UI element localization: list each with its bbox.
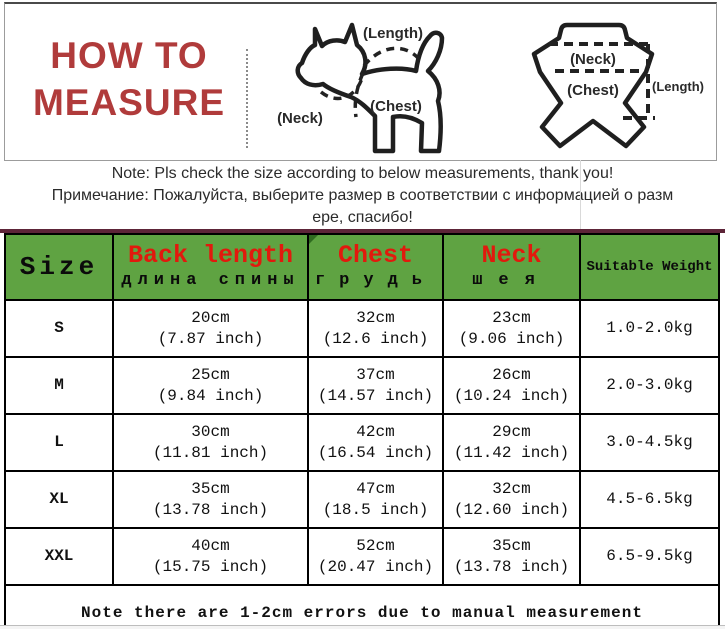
chest-cm: 37cm bbox=[356, 365, 395, 384]
neck-header-en: Neck bbox=[481, 241, 542, 270]
chest-inch: (12.6 inch) bbox=[322, 329, 429, 348]
size-table bbox=[4, 233, 720, 629]
chest-value bbox=[308, 300, 443, 357]
measure-guide-box bbox=[4, 2, 717, 161]
chest-inch: (16.54 inch) bbox=[317, 443, 434, 462]
neck-cm: 26cm bbox=[492, 365, 531, 384]
col-header-chest bbox=[308, 234, 443, 300]
chest-value bbox=[308, 357, 443, 414]
neck-value bbox=[443, 414, 580, 471]
chest-cm: 52cm bbox=[356, 536, 395, 555]
table-row-s bbox=[5, 300, 719, 357]
dotted-divider bbox=[246, 49, 248, 148]
chest-cm: 42cm bbox=[356, 422, 395, 441]
neck-value bbox=[443, 357, 580, 414]
neck-inch: (10.24 inch) bbox=[453, 386, 570, 405]
back-inch: (9.84 inch) bbox=[157, 386, 264, 405]
dog-chest-label: (Chest) bbox=[370, 98, 422, 115]
back-length-value bbox=[113, 357, 308, 414]
neck-value bbox=[443, 300, 580, 357]
neck-value bbox=[443, 471, 580, 528]
neck-inch: (9.06 inch) bbox=[458, 329, 565, 348]
neck-cm: 35cm bbox=[492, 536, 531, 555]
title-line-1: HOW TO bbox=[50, 35, 208, 76]
neck-header-ru: шея bbox=[472, 271, 551, 290]
size-table-header-row bbox=[5, 234, 719, 300]
back-cm: 30cm bbox=[191, 422, 230, 441]
back-inch: (15.75 inch) bbox=[152, 557, 269, 576]
size-notice bbox=[0, 163, 725, 229]
back-length-value bbox=[113, 528, 308, 585]
table-footer-row bbox=[5, 585, 719, 629]
back-length-header-en: Back length bbox=[127, 241, 294, 270]
chest-inch: (20.47 inch) bbox=[317, 557, 434, 576]
size-value: XL bbox=[5, 471, 113, 528]
size-value: M bbox=[5, 357, 113, 414]
col-header-back-length bbox=[113, 234, 308, 300]
measurement-error-note: Note there are 1-2cm errors due to manual measurement bbox=[5, 585, 719, 629]
chest-cm: 47cm bbox=[356, 479, 395, 498]
dog-neck-label: (Neck) bbox=[277, 110, 323, 127]
chest-header-ru: грудь bbox=[314, 271, 436, 290]
back-length-value bbox=[113, 414, 308, 471]
table-row-xxl bbox=[5, 528, 719, 585]
col-header-suitable-weight bbox=[580, 234, 719, 300]
dog-length-label: (Length) bbox=[363, 25, 423, 42]
notice-line-en: Note: Pls check the size according to below measurements, thank you! bbox=[111, 165, 614, 182]
neck-cm: 32cm bbox=[492, 479, 531, 498]
neck-inch: (12.60 inch) bbox=[453, 500, 570, 519]
neck-cm: 23cm bbox=[492, 308, 531, 327]
back-cm: 25cm bbox=[191, 365, 230, 384]
weight-value: 1.0-2.0kg bbox=[580, 300, 719, 357]
size-value: L bbox=[5, 414, 113, 471]
size-value: S bbox=[5, 300, 113, 357]
garment-measure-diagram bbox=[505, 5, 720, 161]
notice-line-ru-1: Примечание: Пожалуйста, выберите размер в соответствии с информацией о разм bbox=[51, 187, 674, 204]
chest-value bbox=[308, 528, 443, 585]
neck-inch: (11.42 inch) bbox=[453, 443, 570, 462]
weight-value: 4.5-6.5kg bbox=[580, 471, 719, 528]
notice-line-ru-2: ере, спасибо! bbox=[312, 209, 413, 226]
col-header-neck bbox=[443, 234, 580, 300]
weight-value: 3.0-4.5kg bbox=[580, 414, 719, 471]
weight-value: 2.0-3.0kg bbox=[580, 357, 719, 414]
back-length-value bbox=[113, 300, 308, 357]
size-value: XXL bbox=[5, 528, 113, 585]
neck-cm: 29cm bbox=[492, 422, 531, 441]
dog-length-measure-line bbox=[364, 48, 422, 66]
chest-value bbox=[308, 414, 443, 471]
weight-header-label: Suitable Weight bbox=[586, 259, 713, 275]
back-cm: 35cm bbox=[191, 479, 230, 498]
table-row-xl bbox=[5, 471, 719, 528]
title-line-2: MEASURE bbox=[32, 82, 226, 123]
dog-measure-diagram bbox=[263, 5, 503, 161]
chest-inch: (18.5 inch) bbox=[322, 500, 429, 519]
back-inch: (7.87 inch) bbox=[157, 329, 264, 348]
chest-cm: 32cm bbox=[356, 308, 395, 327]
back-inch: (13.78 inch) bbox=[152, 500, 269, 519]
dog-outline bbox=[298, 25, 442, 151]
chest-value bbox=[308, 471, 443, 528]
neck-value bbox=[443, 528, 580, 585]
neck-inch: (13.78 inch) bbox=[453, 557, 570, 576]
table-row-l bbox=[5, 414, 719, 471]
back-length-value bbox=[113, 471, 308, 528]
notice-cell-divider bbox=[580, 160, 581, 229]
table-row-m bbox=[5, 357, 719, 414]
back-inch: (11.81 inch) bbox=[152, 443, 269, 462]
chest-header-en: Chest bbox=[337, 241, 413, 270]
chest-inch: (14.57 inch) bbox=[317, 386, 434, 405]
garment-length-label: (Length) bbox=[652, 79, 704, 94]
col-header-size bbox=[5, 234, 113, 300]
bottom-edge-strip bbox=[0, 625, 725, 629]
how-to-measure-title bbox=[29, 32, 229, 126]
garment-chest-label: (Chest) bbox=[567, 82, 619, 99]
garment-neck-label: (Neck) bbox=[570, 51, 616, 68]
back-cm: 40cm bbox=[191, 536, 230, 555]
size-header-label: Size bbox=[19, 252, 99, 282]
weight-value: 6.5-9.5kg bbox=[580, 528, 719, 585]
back-cm: 20cm bbox=[191, 308, 230, 327]
back-length-header-ru: длина спины bbox=[121, 271, 300, 290]
